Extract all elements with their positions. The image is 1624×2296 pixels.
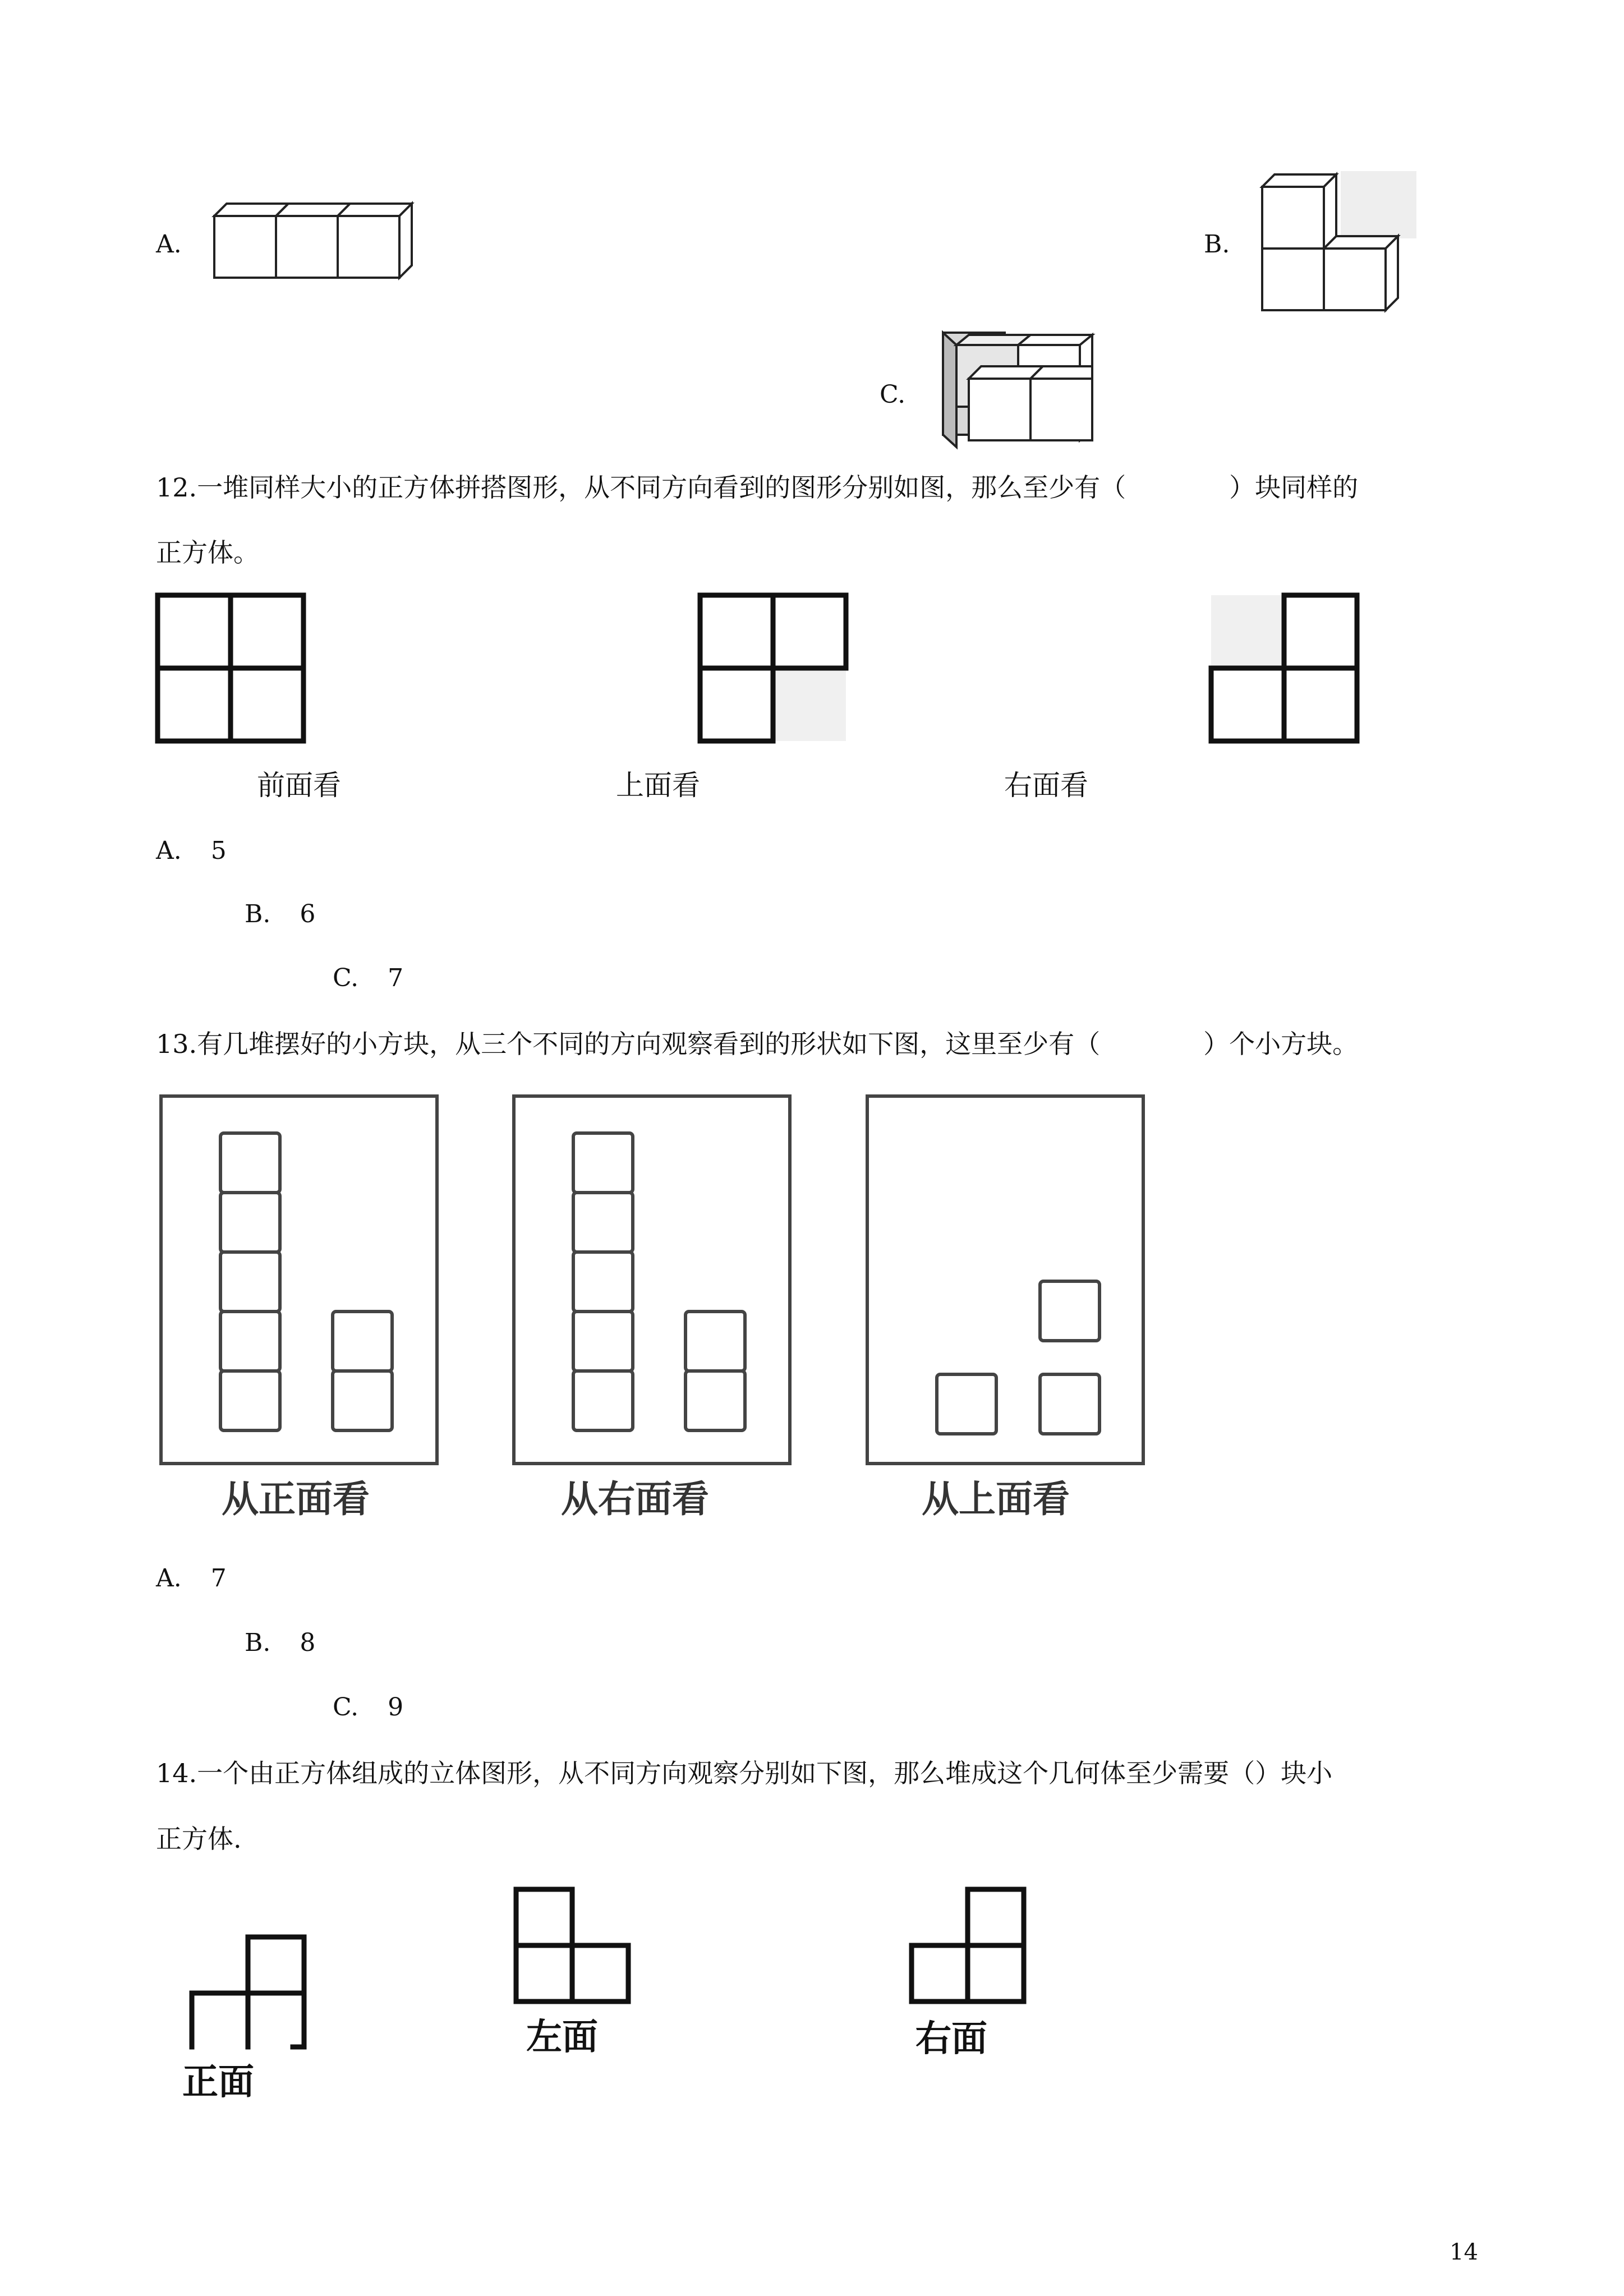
q13-option-b-label: B. [245, 1628, 271, 1657]
q13-option-a-label: A. [156, 1564, 182, 1593]
q13-option-b-value: 8 [300, 1628, 316, 1657]
q14-front-view [185, 1932, 320, 2062]
q11-option-a-figure [208, 194, 421, 286]
q12-stem-line2: 正方体。 [156, 537, 259, 568]
q12-right-view [1208, 592, 1365, 749]
q13-front-view [159, 1094, 439, 1470]
q11-option-c-label: C. [880, 380, 906, 409]
q14-stem-line2: 正方体. [156, 1824, 242, 1854]
q13-view-label-right: 从右面看 [561, 1478, 709, 1521]
q11-option-b-figure [1257, 165, 1419, 317]
q14-view-label-front: 正面 [182, 2062, 254, 2103]
q12-view-label-right: 右面看 [1004, 769, 1088, 802]
page-number: 14 [1450, 2239, 1478, 2265]
q13-top-view [865, 1094, 1145, 1470]
q13-stem: 13.有几堆摆好的小方块，从三个不同的方向观察看到的形状如下图，这里至少有（ ）个小方块。 [156, 1029, 1359, 1059]
q12-option-c-value: 7 [388, 964, 404, 992]
q11-option-b-label: B. [1204, 230, 1230, 259]
q12-option-c [333, 966, 403, 991]
q13-option-c-value: 9 [388, 1693, 404, 1722]
q14-right-view [906, 1884, 1035, 2013]
q13-option-c-label: C. [333, 1693, 359, 1722]
q14-view-label-right: 右面 [915, 2018, 987, 2060]
q13-view-label-top: 从上面看 [922, 1478, 1070, 1521]
q13-option-a-value: 7 [210, 1564, 227, 1593]
q12-stem-line1: 12.一堆同样大小的正方体拼搭图形，从不同方向看到的图形分别如图，那么至少有（ ）块同样的 [156, 472, 1359, 503]
q14-left-view [510, 1884, 640, 2013]
q13-option-a [156, 1566, 227, 1591]
q12-option-b-value: 6 [300, 900, 316, 928]
q12-option-b [245, 902, 315, 927]
q11-option-c-figure [934, 328, 1108, 454]
q13-option-c [333, 1695, 403, 1720]
q12-option-a [156, 836, 227, 865]
q14-stem-line1: 14.一个由正方体组成的立体图形，从不同方向观察分别如下图，那么堆成这个几何体至少需要（）块小 [156, 1758, 1333, 1788]
q11-option-a-label: A. [156, 230, 182, 259]
q12-option-a-value: 5 [210, 836, 227, 865]
q12-view-label-top: 上面看 [616, 769, 700, 802]
q13-option-b [245, 1628, 316, 1657]
q12-option-b-label: B. [245, 900, 271, 928]
q13-right-view [512, 1094, 792, 1470]
q13-view-label-front: 从正面看 [222, 1478, 370, 1521]
q12-front-view [154, 592, 311, 749]
q12-top-view [697, 592, 854, 749]
q12-option-a-label: A. [156, 836, 182, 865]
q14-view-label-left: 左面 [526, 2017, 598, 2058]
q12-option-c-label: C. [333, 964, 359, 992]
q12-view-label-front: 前面看 [257, 769, 341, 802]
